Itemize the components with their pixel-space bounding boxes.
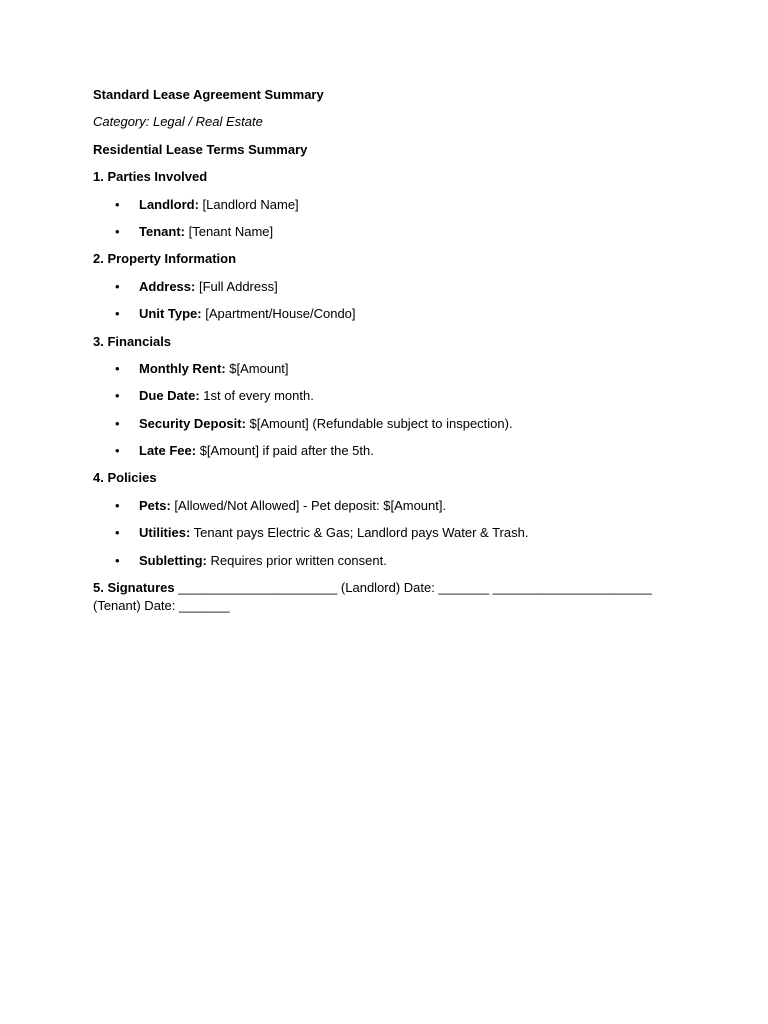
item-label: Subletting: [139, 552, 207, 568]
item-value: [Full Address] [195, 278, 278, 294]
item-label: Monthly Rent: [139, 360, 226, 376]
document-title: Standard Lease Agreement Summary [93, 87, 324, 102]
list-item [93, 497, 693, 515]
document-category: Category: Legal / Real Estate [93, 114, 263, 130]
bullet-icon: • [115, 306, 120, 322]
list-item [93, 442, 693, 460]
bullet-icon: • [115, 360, 120, 376]
bullet-icon: • [115, 415, 120, 431]
list-item [93, 552, 693, 570]
item-label: Unit Type: [139, 306, 202, 322]
item-label: Landlord: [139, 196, 199, 212]
bullet-icon: • [115, 497, 120, 513]
parties-list [93, 196, 693, 241]
item-label: Due Date: [139, 388, 200, 404]
property-list [93, 278, 693, 323]
item-value: [Landlord Name] [198, 196, 299, 212]
item-value: $[Amount] (Refundable subject to inspection). [245, 415, 513, 431]
bullet-icon: • [115, 552, 120, 568]
section-heading-policies: 4. Policies [93, 470, 157, 486]
bullet-icon: • [115, 525, 120, 541]
signatures-label: 5. Signatures [93, 580, 175, 596]
bullet-icon: • [115, 443, 120, 459]
section-heading-parties: 1. Parties Involved [93, 169, 208, 185]
document-body [93, 86, 693, 615]
policies-list [93, 497, 693, 570]
bullet-icon: • [115, 196, 120, 212]
item-value: Tenant pays Electric & Gas; Landlord pays Water & Trash. [190, 525, 529, 541]
list-item [93, 278, 693, 296]
list-item [93, 387, 693, 405]
list-item [93, 360, 693, 378]
bullet-icon: • [115, 388, 120, 404]
list-item [93, 524, 693, 542]
item-label: Utilities: [139, 525, 191, 541]
bullet-icon: • [115, 278, 120, 294]
list-item [93, 305, 693, 323]
section-heading-financials: 3. Financials [93, 333, 172, 349]
item-value: [Apartment/House/Condo] [201, 306, 356, 322]
item-label: Pets: [139, 497, 171, 513]
signatures-lines: ______________________ (Landlord) Date: _______ ______________________ (Tenant) Date: _______ [93, 580, 652, 614]
item-value: $[Amount] if paid after the 5th. [196, 443, 374, 459]
list-item [93, 223, 693, 241]
item-label: Late Fee: [139, 443, 197, 459]
financials-list [93, 360, 693, 460]
item-value: [Allowed/Not Allowed] - Pet deposit: $[Amount]. [170, 497, 447, 513]
item-value: 1st of every month. [199, 388, 314, 404]
document-subtitle: Residential Lease Terms Summary [93, 141, 308, 157]
item-label: Tenant: [139, 223, 185, 239]
item-value: $[Amount] [225, 360, 289, 376]
list-item [93, 415, 693, 433]
bullet-icon: • [115, 223, 120, 239]
item-value: [Tenant Name] [184, 223, 274, 239]
item-label: Address: [139, 278, 196, 294]
item-value: Requires prior written consent. [206, 552, 387, 568]
list-item [93, 196, 693, 214]
signatures-paragraph [93, 579, 693, 615]
item-label: Security Deposit: [139, 415, 246, 431]
section-heading-property: 2. Property Information [93, 251, 237, 267]
